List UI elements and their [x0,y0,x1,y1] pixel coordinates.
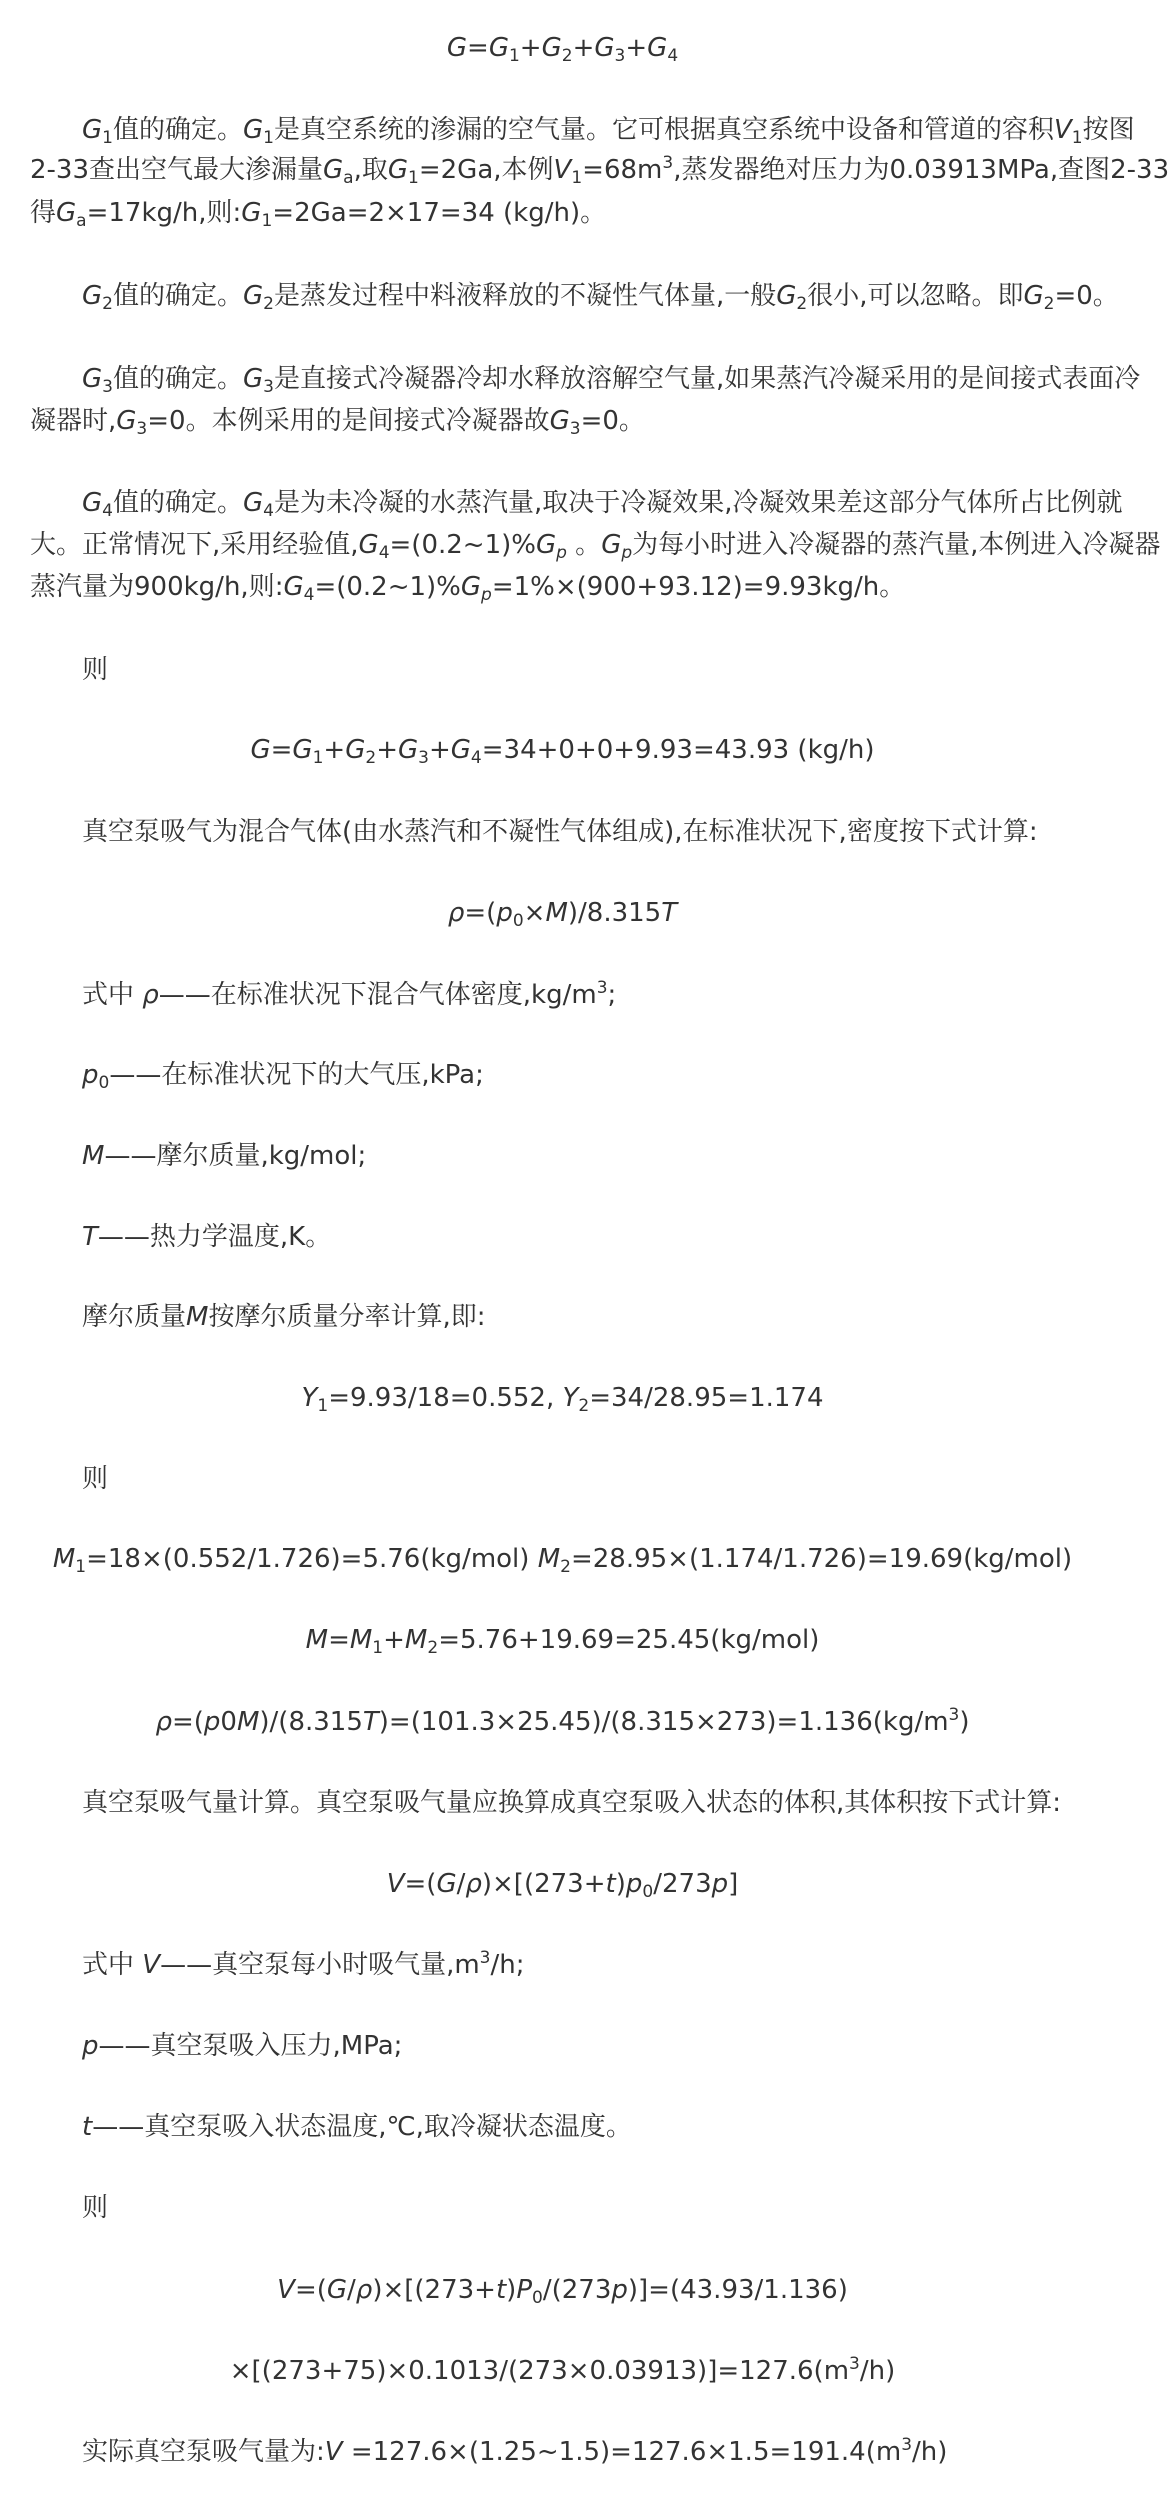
equation-rho: $\rho=(p_0\times M)/8.315T$ [447,898,678,931]
equation-g-sum: $G=G_1+G_2+G_3+G_4$ [446,33,679,66]
equation-v-result-2: $\times[(273+75)\times 0.1013/(273\times 0.03913)]=127.6(m^3/h)$ [229,2354,896,2386]
paragraph-actual-v: 实际真空泵吸气量为:V $=127.6\times(1.25\sim 1.5)=127.6\times 1.5=191.4(m^3/h)$ [82,2435,948,2467]
definition-p0: $p_0——$在标准状况下的大气压,kPa; [82,1060,484,1093]
paragraph-g3-line-1: $G_3$值的确定。$G_3$是直接式冷凝器冷却水释放溶解空气量,如果蒸汽冷凝采用的是间接式表面冷 [82,364,1141,397]
paragraph-pump-intake: 真空泵吸气量计算。真空泵吸气量应换算成真空泵吸入状态的体积,其体积按下式计算: [82,1788,1062,1818]
paragraph-g2: $G_2$值的确定。$G_2$是蒸发过程中料液释放的不凝性气体量,一般$G_2$很小,可以忽略。即$G_2=0$。 [82,281,1119,314]
equation-g-total: $G=G_1+G_2+G_3+G_4=34+0+0+9.93=43.93$ (kg/h) [250,735,875,768]
equation-y-values: $Y_1=9.93/18=0.552$, $Y_2=34/28.95=1.174$ [301,1383,824,1416]
equation-v: $V=(G/\rho)\times[(273+t)p_0/273p]$ [386,1869,739,1902]
equation-m-total: $M=M_1+M_2=5.76+19.69=25.45(kg/mol)$ [305,1625,820,1658]
definition-t-intake: t——真空泵吸入状态温度,℃,取冷凝状态温度。 [82,2112,632,2142]
paragraph-g1-line-1: $G_1$值的确定。$G_1$是真空系统的渗漏的空气量。它可根据真空系统中设备和管道的容积$V_1$按图 [82,115,1135,148]
definition-m: M——摩尔质量,kg/mol; [82,1141,367,1171]
definition-p: p——真空泵吸入压力,MPa; [82,2031,403,2061]
then-label-1: 则 [82,655,109,685]
definition-rho: 式中 ρ——在标准状况下混合气体密度$,kg/m^3$; [82,978,617,1010]
equation-rho-result: $\rho=(p0M)/(8.315T)=(101.3\times 25.45)/(8.315\times 273)=1.136(kg/m^3)$ [155,1705,970,1737]
paragraph-g4-line-3: 蒸汽量为900kg/h,则$:G_4=(0.2\sim 1)\%G_p=1\%\times(900+93.12)=9.93kg/h$。 [30,572,906,605]
paragraph-molar-mass: 摩尔质量M按摩尔质量分率计算,即: [82,1302,486,1332]
then-label-2: 则 [82,1464,109,1494]
equation-v-result-1: $V=(G/\rho)\times[(273+t)P_0/(273p)]=(43.93/1.136)$ [277,2275,848,2308]
paragraph-density: 真空泵吸气为混合气体(由水蒸汽和不凝性气体组成),在标准状况下,密度按下式计算: [82,817,1038,847]
definition-v: 式中 V——真空泵每小时吸气量$,m^3/h$; [82,1948,525,1980]
paragraph-g3-line-2: 凝器时$,G_3=0$。本例采用的是间接式冷凝器故$G_3=0$。 [30,406,645,439]
definition-t: T——热力学温度,K。 [82,1222,332,1252]
paragraph-g1-line-3: 得$G_a=17kg/h$,则$:G_1=2Ga=2\times 17=34$ (kg/h)。 [30,198,607,231]
paragraph-g4-line-2: 大。正常情况下,采用经验值$,G_4=(0.2\sim 1)\%G_p$ 。$G_p$为每小时进入冷凝器的蒸汽量,本例进入冷凝器 [30,530,1161,563]
then-label-3: 则 [82,2193,109,2223]
paragraph-g1-line-2: 2-33查出空气最大渗漏量$G_a$,取$G_1=2Ga$,本例$V_1=68m^3$,蒸发器绝对压力为0.03913MPa,查图2-33 [30,153,1169,188]
equation-m1-m2: $M_1=18\times(0.552/1.726)=5.76(kg/mol)$ $M_2=28.95\times(1.174/1.726)=19.69(kg/mol)$ [52,1544,1073,1577]
paragraph-g4-line-1: $G_4$值的确定。$G_4$是为未冷凝的水蒸汽量,取决于冷凝效果,冷凝效果差这部分气体所占比例就 [82,488,1123,521]
